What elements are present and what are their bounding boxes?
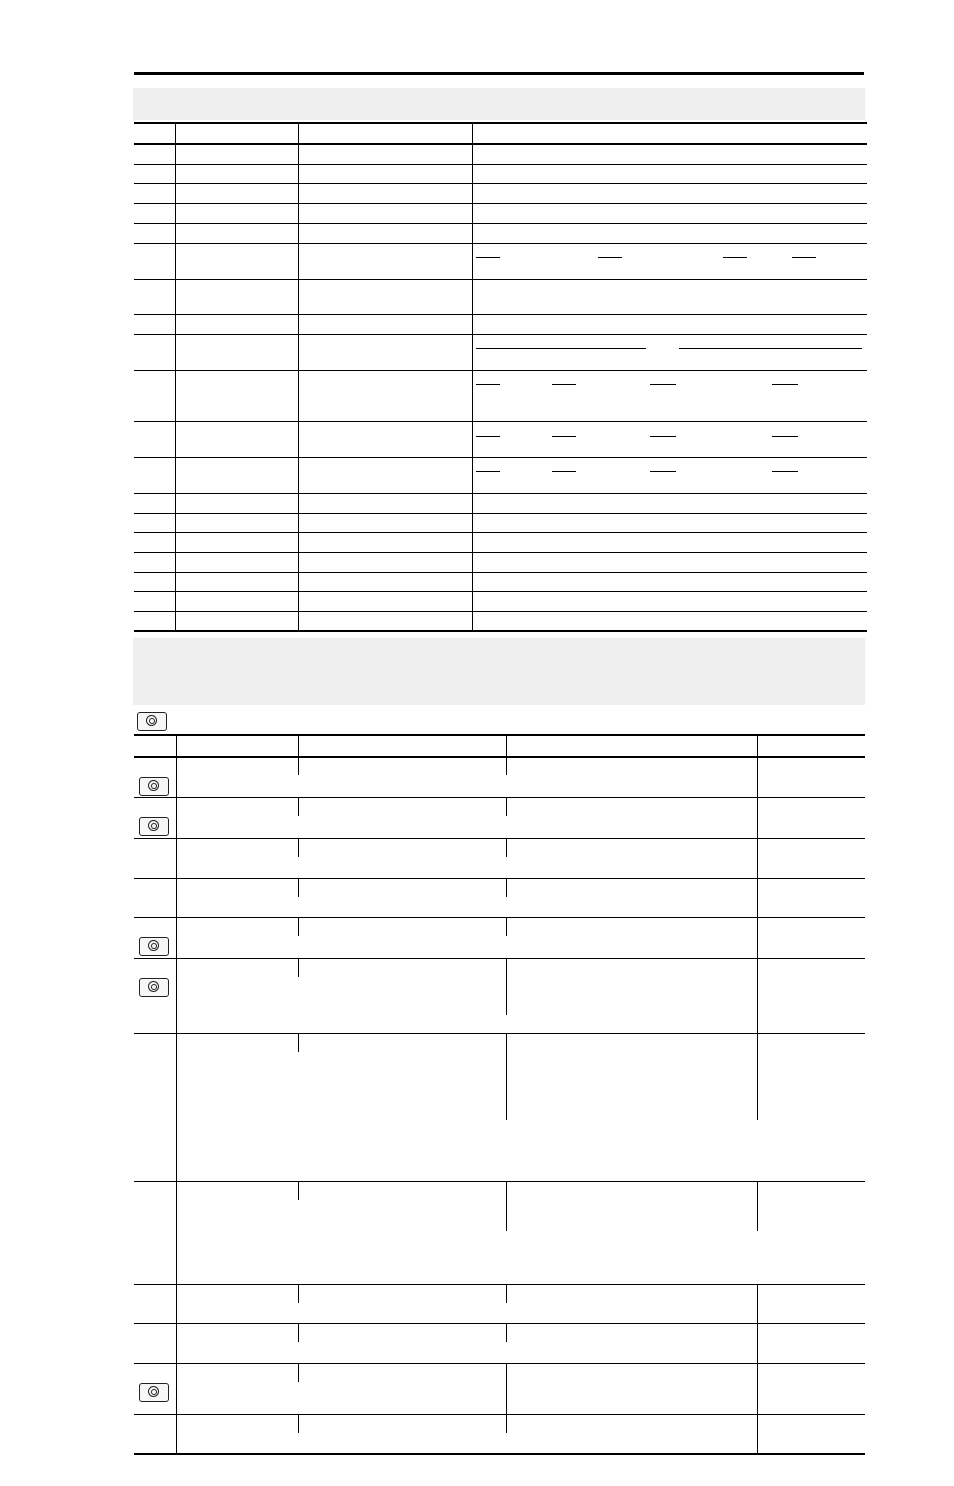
table2-column-divider (506, 736, 507, 757)
table1-row-rule (134, 572, 867, 573)
table2-row-rule (134, 1323, 865, 1324)
table1-row-rule (134, 591, 867, 592)
camera-lens-icon (139, 978, 169, 997)
table2-row-rule (134, 1284, 865, 1285)
table1-column-divider (298, 123, 299, 631)
camera-lens-icon (139, 817, 169, 836)
table2-bottom-rule (134, 1453, 865, 1455)
table2-row-rule (134, 958, 865, 959)
table1-column-divider (175, 123, 176, 631)
table2-cell-divider (298, 918, 299, 936)
table2-cell-divider (506, 1324, 507, 1342)
table1-row-rule (134, 203, 867, 204)
table1-row-rule (134, 370, 867, 371)
table2-cell-divider (757, 959, 758, 1033)
table2-cell-divider (757, 798, 758, 838)
table1-row-rule (134, 279, 867, 280)
table1-row-rule (134, 314, 867, 315)
overline-mark (650, 384, 676, 385)
camera-lens-icon (137, 712, 167, 731)
table2-cell-divider (757, 839, 758, 878)
table2-cell-divider (506, 879, 507, 897)
overline-mark (476, 348, 646, 349)
table2-cell-divider (298, 1182, 299, 1200)
table2-cell-divider (298, 1324, 299, 1342)
table2-cell-divider (757, 918, 758, 958)
table2-header-bottom (134, 756, 865, 758)
table1-title-band (133, 88, 865, 120)
table1-row-rule (134, 223, 867, 224)
table1-bottom-rule (134, 630, 867, 632)
table2-cell-divider (506, 1182, 507, 1231)
overline-mark (476, 436, 500, 437)
table2-cell-divider (757, 757, 758, 797)
table2-row-rule (134, 1414, 865, 1415)
overline-mark (772, 471, 798, 472)
table2-cell-divider (506, 798, 507, 816)
overline-mark (650, 471, 676, 472)
table2-cell-divider (298, 1364, 299, 1382)
overline-mark (772, 436, 798, 437)
table2-column-divider (298, 736, 299, 757)
table2-cell-divider (506, 839, 507, 857)
table2-row-rule (134, 838, 865, 839)
table1-header-top (134, 122, 867, 124)
table1-row-rule (134, 552, 867, 553)
table2-header-top (134, 734, 865, 736)
table1-row-rule (134, 243, 867, 244)
table2-cell-divider (757, 1285, 758, 1323)
table2-row-rule (134, 1363, 865, 1364)
table2-column-divider (176, 736, 177, 1454)
overline-mark (552, 471, 576, 472)
table1-row-rule (134, 611, 867, 612)
table2-cell-divider (298, 1415, 299, 1433)
table2-cell-divider (506, 959, 507, 1015)
table2-cell-divider (298, 1285, 299, 1303)
overline-mark (552, 436, 576, 437)
overline-mark (650, 436, 676, 437)
table2-row-rule (134, 797, 865, 798)
table2-cell-divider (757, 1034, 758, 1120)
table1-row-rule (134, 532, 867, 533)
header-rule (134, 72, 864, 75)
table1-column-divider (472, 123, 473, 631)
camera-lens-icon (139, 777, 169, 796)
overline-mark (772, 384, 798, 385)
overline-mark (598, 257, 622, 258)
table2-row-rule (134, 878, 865, 879)
table2-row-rule (134, 1033, 865, 1034)
table2-cell-divider (757, 1415, 758, 1453)
overline-mark (792, 257, 816, 258)
camera-lens-icon (139, 1383, 169, 1402)
table2-cell-divider (506, 1285, 507, 1303)
table2-cell-divider (298, 798, 299, 816)
overline-mark (723, 257, 747, 258)
table1-row-rule (134, 334, 867, 335)
table2-cell-divider (757, 1324, 758, 1363)
camera-lens-icon (139, 937, 169, 956)
table2-cell-divider (757, 1182, 758, 1231)
table2-cell-divider (506, 1364, 507, 1414)
table2-row-rule (134, 1181, 865, 1182)
table2-cell-divider (298, 757, 299, 775)
table1-row-rule (134, 183, 867, 184)
table1-row-rule (134, 513, 867, 514)
overline-mark (476, 471, 500, 472)
table2-title-band (133, 638, 865, 705)
overline-mark (476, 384, 500, 385)
table2-cell-divider (298, 839, 299, 857)
table2-cell-divider (506, 1034, 507, 1120)
table2-cell-divider (298, 959, 299, 977)
table2-cell-divider (757, 1364, 758, 1414)
table1-row-rule (134, 164, 867, 165)
table2-row-rule (134, 917, 865, 918)
table2-cell-divider (298, 879, 299, 897)
table1-row-rule (134, 421, 867, 422)
table2-column-divider (757, 736, 758, 757)
overline-mark (552, 384, 576, 385)
table1-header-bottom (134, 143, 867, 145)
overline-mark (679, 348, 862, 349)
table2-cell-divider (506, 918, 507, 936)
table2-cell-divider (506, 757, 507, 775)
table1-row-rule (134, 493, 867, 494)
overline-mark (476, 257, 500, 258)
table2-cell-divider (757, 879, 758, 917)
table2-cell-divider (298, 1034, 299, 1052)
table1-row-rule (134, 457, 867, 458)
table2-cell-divider (506, 1415, 507, 1433)
